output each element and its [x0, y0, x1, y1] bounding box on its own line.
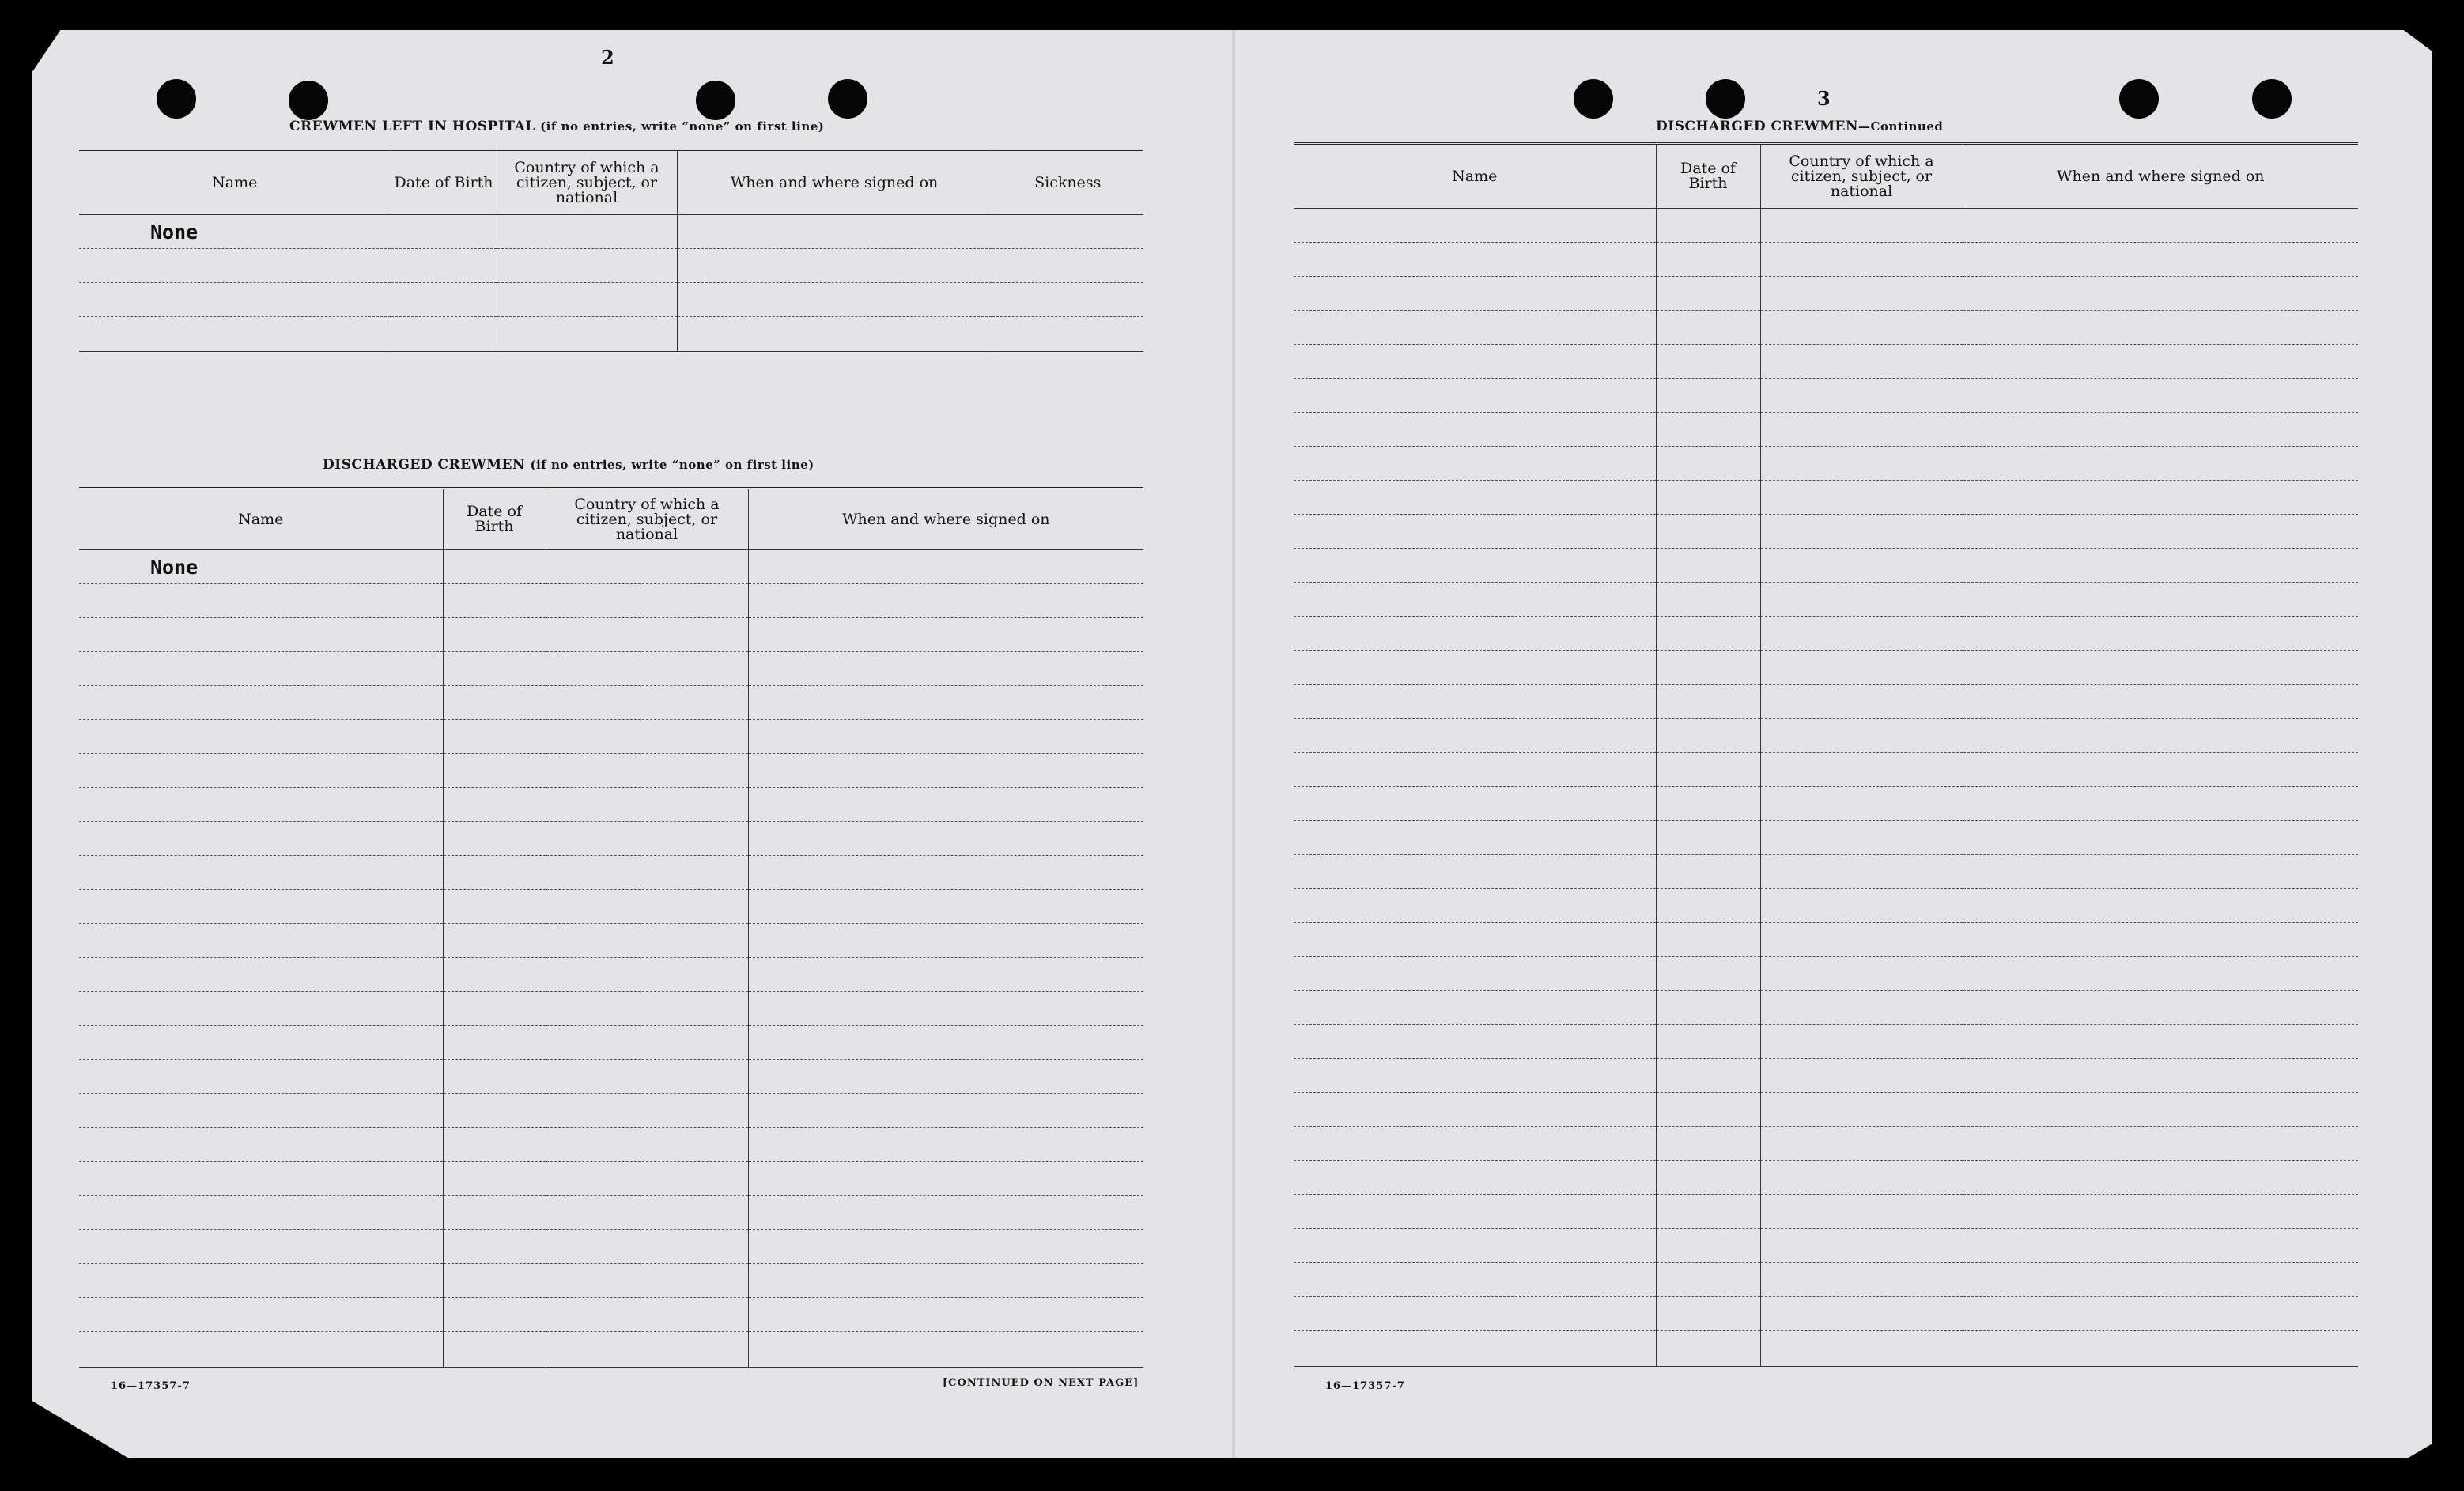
form-number: 16—17357-7 [1325, 1380, 1405, 1392]
discharged-continued-table [1294, 142, 2358, 1367]
continued-note: [CONTINUED ON NEXT PAGE] [943, 1377, 1139, 1389]
column-header: When and where signed on [677, 150, 992, 215]
column-header: Country of which a citizen, subject, or national [1760, 144, 1963, 209]
column-header: Name [79, 150, 391, 215]
name-entry: None [79, 550, 443, 584]
column-header: Date of Birth [1656, 144, 1760, 209]
column-header: Date of Birth [391, 150, 497, 215]
punch-hole [1574, 79, 1613, 119]
column-header: When and where signed on [748, 489, 1143, 550]
name-entry: None [79, 215, 391, 249]
column-header: Sickness [992, 150, 1143, 215]
hospital-table [79, 149, 1143, 352]
form-number: 16—17357-7 [111, 1380, 191, 1392]
discharged-continued-title: DISCHARGED CREWMEN—Continued [1656, 119, 1944, 134]
page-number: 3 [1817, 87, 1831, 110]
column-header: Date of Birth [443, 489, 546, 550]
column-header: Name [79, 489, 443, 550]
punch-hole [1706, 79, 1745, 119]
table-row [79, 215, 1143, 249]
column-header: Country of which a citizen, subject, or national [546, 489, 748, 550]
hospital-section-title: CREWMEN LEFT IN HOSPITAL (if no entries, write “none” on first line) [289, 119, 825, 134]
punch-hole [157, 79, 196, 119]
punch-hole [2119, 79, 2159, 119]
discharged-section-title: DISCHARGED CREWMEN (if no entries, write “none” on first line) [323, 457, 814, 473]
column-header: When and where signed on [1963, 144, 2358, 209]
punch-hole [828, 79, 867, 119]
column-header: Country of which a citizen, subject, or national [497, 150, 677, 215]
page-fold [1232, 30, 1235, 1458]
table-row [79, 550, 1143, 584]
punch-hole [289, 81, 328, 120]
punch-hole [696, 81, 735, 120]
page-number: 2 [601, 46, 614, 69]
discharged-table [79, 487, 1143, 1368]
column-header: Name [1294, 144, 1656, 209]
punch-hole [2252, 79, 2292, 119]
